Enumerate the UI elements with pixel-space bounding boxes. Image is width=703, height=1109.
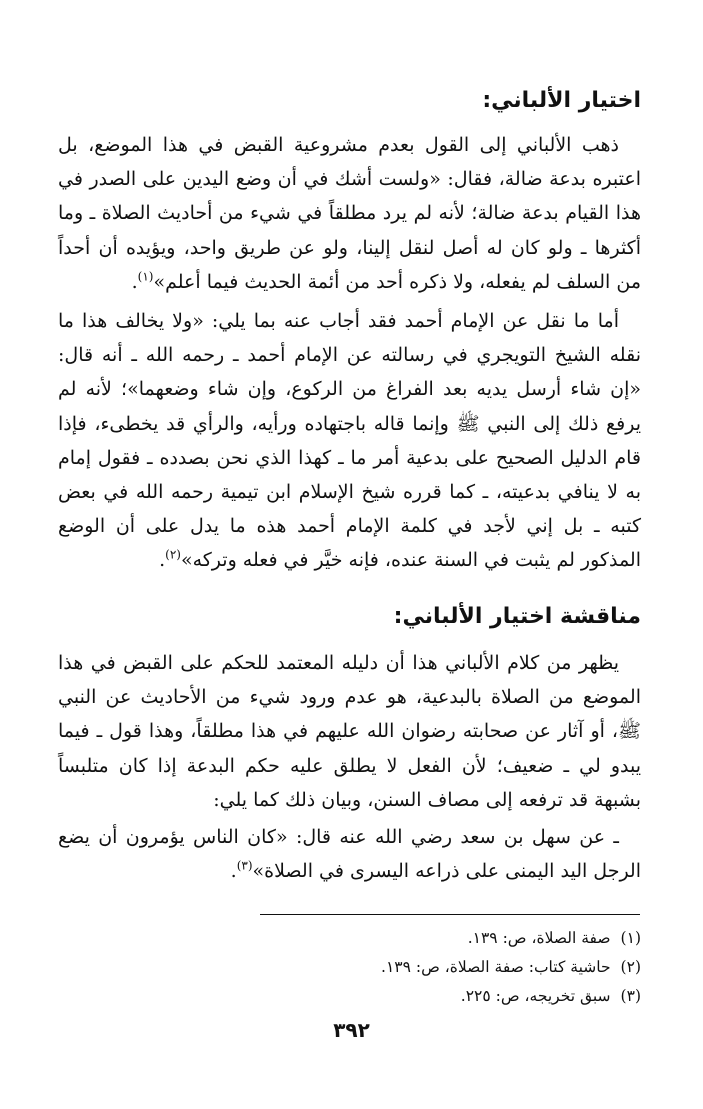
section-heading-discussion: مناقشة اختيار الألباني: [393,604,641,629]
section-heading-albani-choice: اختيار الألباني: [482,88,641,113]
footnote-number: (١) [620,929,641,947]
footnote-ref-1: (١) [137,269,154,284]
paragraph-text: ذهب الألباني إلى القول بعدم مشروعية القبض في هذا الموضع، بل اعتبره بدعة ضالة، فقال: «ولست أشك في أن وضع اليدين على الصدر في هذا القيام بدعة ضالة؛ لأنه لم يرد مطلقاً في شيء من أحاديث الصلاة ـ وما أكثرها ـ ولو كان له أصل لنقل إلينا، ولو عن طريق واحد، ويؤيده أن أحداً من السلف لم يفعله، ولا ذكره أحد من أئمة الحديث فيما أعلم» [58,134,641,293]
paragraph-ahmad-reply: أما ما نقل عن الإمام أحمد فقد أجاب عنه بما يلي: «ولا يخالف هذا ما نقله الشيخ التويجري في رسالته عن الإمام أحمد ـ رحمه الله ـ أنه قال: «إن شاء أرسل يديه بعد الفراغ من الركوع، وإن شاء وضعهما»؛ لأنه لم يرفع ذلك إلى النبي ﷺ وإنما قاله باجتهاده ورأيه، والرأي قد يخطىء، فإذا قام الدليل الصحيح على بدعية أمر ما ـ كهذا الذي نحن بصدده ـ فقول إمام به لا ينافي بدعيته، ـ كما قرره شيخ الإسلام ابن تيمية رحمه الله في بعض كتبه ـ بل إني لأجد في كلمة الإمام أحمد هذه ما يدل على أن الوضع المذكور لم يثبت في السنة عنده، فإنه خيَّر في فعله وتركه»$^{(٢)}$. [58,310,641,572]
footnote-ref-3: (٣) [236,858,253,873]
footnote-number: (٢) [620,958,641,976]
footnote-text: حاشية كتاب: صفة الصلاة، ص: ١٣٩. [381,958,611,976]
page-number: ٣٩٢ [333,1018,370,1042]
paragraph-text: أما ما نقل عن الإمام أحمد فقد أجاب عنه بما يلي: «ولا يخالف هذا ما نقله الشيخ التويجري في رسالته عن الإمام أحمد ـ رحمه الله ـ أنه قال: «إن شاء أرسل يديه بعد الفراغ من الركوع، وإن شاء وضعهما»؛ لأنه لم يرفع ذلك إلى النبي ﷺ وإنما قاله باجتهاده ورأيه، والرأي قد يخطىء، فإذا قام الدليل الصحيح على بدعية أمر ما ـ كهذا الذي نحن بصدده ـ فقول إمام به لا ينافي بدعيته، ـ كما قرره شيخ الإسلام ابن تيمية رحمه الله في بعض كتبه ـ بل إني لأجد في كلمة الإمام أحمد هذه ما يدل على أن الوضع المذكور لم يثبت في السنة عنده، فإنه خيَّر في فعله وتركه» [58,310,641,572]
footnote-number: (٣) [620,987,641,1005]
footnote-divider [260,914,640,915]
paragraph-sahl-hadith: ـ عن سهل بن سعد رضي الله عنه قال: «كان الناس يؤمرون أن يضع الرجل اليد اليمنى على ذراعه اليسرى في الصلاة»$^{(٣)}$. [58,826,641,883]
footnotes [58,924,641,1011]
footnote-ref-2: (٢) [165,548,181,563]
paragraph-albani-opinion: ذهب الألباني إلى القول بعدم مشروعية القبض في هذا الموضع، بل اعتبره بدعة ضالة، فقال: «ولست أشك في أن وضع اليدين على الصدر في هذا القيام بدعة ضالة؛ لأنه لم يرد مطلقاً في شيء من أحاديث الصلاة ـ وما أكثرها ـ ولو كان له أصل لنقل إلينا، ولو عن طريق واحد، ويؤيده أن أحداً من السلف لم يفعله، ولا ذكره أحد من أئمة الحديث فيما أعلم»$^{(١)}$. [58,134,641,293]
paragraph-text: ـ عن سهل بن سعد رضي الله عنه قال: «كان الناس يؤمرون أن يضع الرجل اليد اليمنى على ذراعه اليسرى في الصلاة» [58,826,641,883]
paragraph-discussion [58,646,641,817]
paragraph-text: يظهر من كلام الألباني هذا أن دليله المعتمد للحكم على القبض في هذا الموضع من الصلاة بالبدعية، هو عدم ورود شيء من الأحاديث عن النبي ﷺ، أو آثار عن صحابته رضوان الله عليهم في هذا مطلقاً، وهذا قول ـ فيما يبدو لي ـ ضعيف؛ لأن الفعل لا يطلق عليه حكم البدعة إذا كان متلبساً بشبهة قد ترفعه إلى مصاف السنن، وبيان ذلك كما يلي: [58,652,641,811]
footnote-item [58,924,641,953]
footnote-item [58,982,641,1011]
footnote-text: صفة الصلاة، ص: ١٣٩. [467,929,611,947]
footnote-item [58,953,641,982]
footnote-text: سبق تخريجه، ص: ٢٢٥. [460,987,611,1005]
